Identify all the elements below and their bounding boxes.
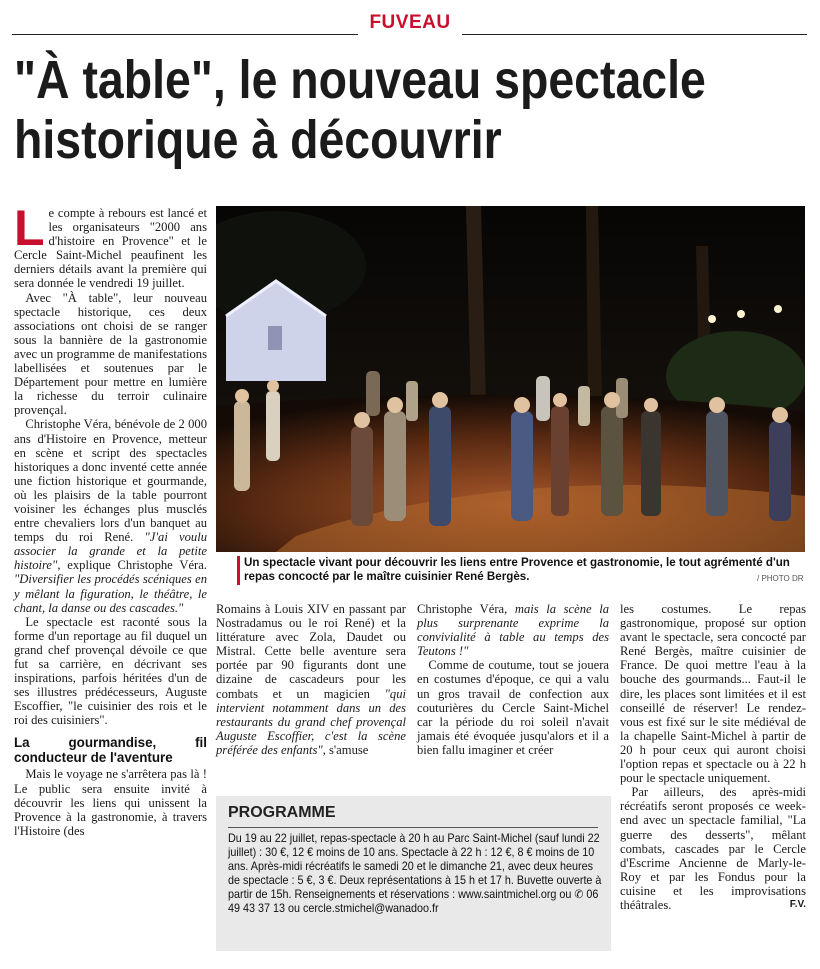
caption-bar: [237, 556, 240, 585]
paragraph: [216, 602, 406, 757]
quote: mais la scène la plus surprenante exprime la convivialité à table au temps des Teutons !": [417, 602, 609, 659]
paragraph-text: Romains à Louis XIV en passant par Nostradamus ou le roi René) et la littérature avec Zola, Daudet ou Mistral. Cette belle aventure sera portée par 90 figurants dont une dizaine de cascadeurs pour les combats et un magicien: [216, 602, 406, 701]
paragraph: les costumes. Le repas gastronomique, proposé sur option avant le spectacle, sera concocté par René Bergès, maître cuisinier de France. De quoi mettre l'eau à la bouche des gourmands... Faut-il le dire, les places sont limitées et il est conseillé de réserver! Le rendez-vous est fixé sur le site médiéval de la chapelle Saint-Michel à partir de 20 h pour ceux qui auront choisi l'option repas et spectacle ou à 22 h pour le spectacle uniquement.: [620, 602, 806, 786]
column-2: [216, 602, 406, 757]
column-1: [14, 200, 207, 838]
quote: "qui intervient notamment dans un des restaurants du grand chef provençal Auguste Escoffier, c'est la scène préférée des enfants": [216, 686, 406, 757]
paragraph-text: , explique Christophe Véra.: [57, 558, 207, 573]
paragraph-text: e compte à rebours est lancé et les organisateurs "2000 ans d'histoire en Provence" et le Cercle Saint-Michel peaufinent les derniers détails avant la première qui sera donnée le vendredi 19 juillet.: [14, 206, 207, 291]
programme-title: PROGRAMME: [228, 804, 336, 821]
section-label: FUVEAU: [369, 12, 451, 33]
column-4: [620, 602, 806, 912]
quote: "J'ai voulu associer la grande et la petite histoire": [14, 530, 207, 573]
article-photo: [216, 206, 805, 552]
subheading: La gourmandise, fil conducteur de l'aventure: [14, 735, 207, 766]
photo-caption: Un spectacle vivant pour découvrir les liens entre Provence et gastronomie, le tout agrémenté d'un repas concocté par le maître cuisinier René Bergès.: [244, 556, 790, 584]
header-rule-right: [462, 34, 807, 35]
programme-text: Du 19 au 22 juillet, repas-spectacle à 20 h au Parc Saint-Michel (sauf lundi 22 juillet) : 30 €, 12 € moins de 10 ans. Spectacle à 22 h : 12 €, 8 € moins de 10 ans. Après-midi récréatifs le samedi 20 et le dimanche 21, avec deux heures de spectacle : 5 €, 3 €. Deux représentations à 15 h et 17 h. Buvette ouverte à partir de 15h. Renseignements et réservations : www.saintmichel.org ou ✆ 06 49 43 37 13 ou cercle.stmichel@wanadoo.fr: [228, 832, 602, 916]
header-rule-left: [12, 34, 358, 35]
photo-credit: / PHOTO DR: [757, 574, 804, 583]
paragraph-text: , s'amuse: [322, 742, 369, 757]
paragraph-text: Christophe Véra, bénévole de 2 000 ans d'Histoire en Provence, metteur en scène et script des spectacles historiques a donc inventé cette année une fiction historique et gourmande, où les plaisirs de la table pourront voisiner les échanges plus musclés entre chevaliers lors d'un banquet au temps du roi René.: [14, 417, 207, 545]
headline-line-2: historique à découvrir: [14, 110, 502, 170]
headline-line-1: "À table", le nouveau spectacle: [14, 50, 706, 110]
headline: [14, 50, 706, 170]
paragraph: Comme de coutume, tout se jouera en costumes d'époque, ce qui a valu un gros travail de confection aux couturières du Cercle Saint-Michel car la période du roi soleil n'avait jamais été évoquée jusqu'alors et il a bien fallu imaginer et créer: [417, 658, 609, 757]
paragraph: [620, 785, 806, 912]
paragraph: Avec "À table", leur nouveau spectacle historique, ces deux associations ont choisi de se ranger sous la bannière de la gastronomie avec un programme de manifestations labellisées et soutenues par le Département pour mettre en lumière la richesse du terroir culinaire provençal.: [14, 290, 207, 418]
author-signature: F.V.: [789, 898, 806, 910]
paragraph: [14, 417, 207, 614]
night-performance-scene: [216, 206, 805, 552]
quote: "Diversifier les procédés scéniques en y mêlant la figuration, le théâtre, le chant, la danse ou des cascades.": [14, 572, 207, 615]
paragraph: Mais le voyage ne s'arrêtera pas là ! Le public sera ensuite invité à découvrir les liens qui unissent la Provence à la gastronomie, à travers l'Histoire (des: [14, 767, 207, 838]
paragraph-text: Par ailleurs, des après-midi récréatifs seront proposés ce week-end avec un spectacle familial, "La guerre des desserts", mêlant combats, cascades par le Cercle d'Escrime Ancienne de Marly-le-Roy et par les Fondus pour la cuisine et les improvisations théâtrales.: [620, 785, 806, 912]
programme-box: [216, 796, 611, 951]
paragraph-text: Christophe Véra,: [417, 602, 515, 616]
paragraph: [14, 200, 207, 291]
drop-cap: L: [14, 200, 45, 256]
paragraph: Le spectacle est raconté sous la forme d'un reportage au fil duquel un grand chef provençal dévoile ce que fut sa carrière, en décrivant ses inspirations, parfois héritées d'un de ses illustres prédécesseurs, Auguste Escoffier, "le cuisinier des rois et le roi des cuisiniers".: [14, 614, 207, 728]
column-3: [417, 602, 609, 757]
programme-rule: [228, 827, 598, 828]
paragraph: [417, 602, 609, 658]
